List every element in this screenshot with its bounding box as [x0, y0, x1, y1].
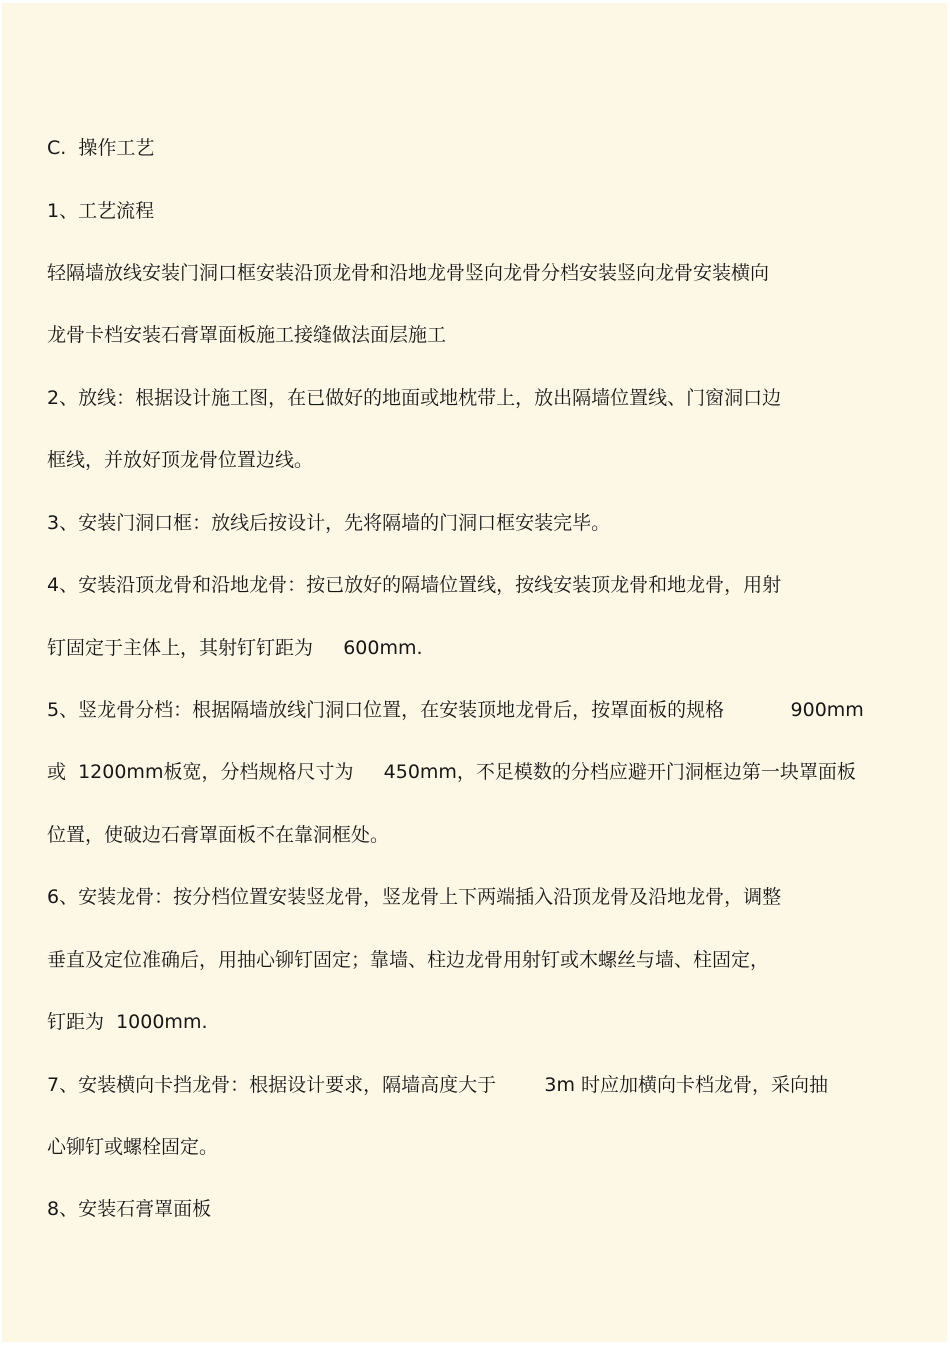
step-4-line: 4、安装沿顶龙骨和沿地龙骨：按已放好的隔墙位置线，按线安装顶龙骨和地龙骨，用射: [47, 574, 782, 596]
step-7-line: 7、安装横向卡挡龙骨：根据设计要求，隔墙高度大于 3m 时应加横向卡档龙骨，采向抽: [47, 1074, 829, 1096]
step-1-heading: 1、工艺流程: [47, 200, 155, 222]
step-6-line: 6、安装龙骨：按分档位置安装竖龙骨，竖龙骨上下两端插入沿顶龙骨及沿地龙骨，调整: [47, 886, 782, 908]
step-3-line: 3、安装门洞口框：放线后按设计，先将隔墙的门洞口框安装完毕。: [47, 512, 611, 534]
paragraph-line: 钉固定于主体上，其射钉钉距为 600mm.: [47, 637, 423, 659]
step-8-heading: 8、安装石膏罩面板: [47, 1198, 212, 1220]
paragraph-line: 心铆钉或螺栓固定。: [47, 1136, 219, 1158]
paragraph-line: 龙骨卡档安装石膏罩面板施工接缝做法面层施工: [47, 324, 447, 346]
paragraph-line: 垂直及定位准确后，用抽心铆钉固定；靠墙、柱边龙骨用射钉或木螺丝与墙、柱固定，: [47, 949, 770, 971]
paragraph-line: 框线，并放好顶龙骨位置边线。: [47, 449, 314, 471]
step-2-line: 2、放线：根据设计施工图，在已做好的地面或地枕带上，放出隔墙位置线、门窗洞口边: [47, 387, 782, 409]
paragraph-line: 钉距为 1000mm.: [47, 1011, 208, 1033]
paragraph-line: 或 1200mm板宽，分档规格尺寸为 450mm，不足模数的分档应避开门洞框边第一块罩面板: [47, 761, 856, 783]
step-5-line: 5、竖龙骨分档：根据隔墙放线门洞口位置，在安装顶地龙骨后，按罩面板的规格 900mm: [47, 699, 864, 721]
document-page: [2, 3, 947, 1342]
paragraph-line: 轻隔墙放线安装门洞口框安装沿顶龙骨和沿地龙骨竖向龙骨分档安装竖向龙骨安装横向: [47, 262, 770, 284]
paragraph-line: 位置，使破边石膏罩面板不在靠洞框处。: [47, 824, 390, 846]
section-heading: C. 操作工艺: [47, 137, 155, 159]
